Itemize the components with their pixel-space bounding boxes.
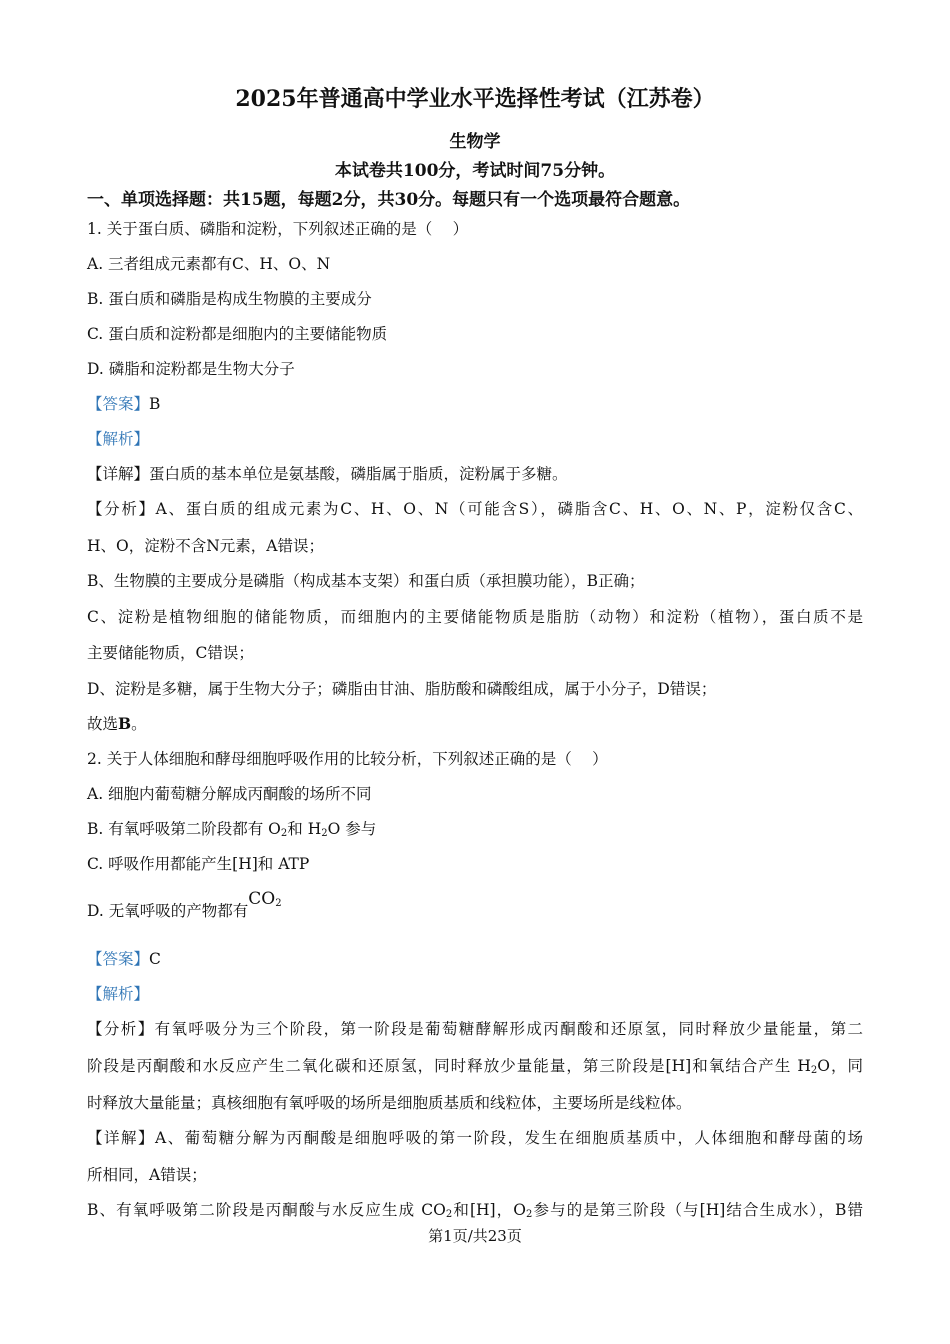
q2-analysis-line	[87, 1055, 863, 1082]
text: 和[H]，O	[452, 1201, 527, 1219]
analysis-label: 【分析】	[87, 500, 156, 518]
q1-analysis-line	[87, 498, 863, 520]
q2-option-b	[87, 818, 376, 845]
text: 参与的是第三阶段（与[H]结合生成水），B错	[532, 1201, 863, 1219]
q1-analysis-line: H、O，淀粉不含N元素，A错误；	[87, 537, 324, 555]
conclusion-text: 故选	[87, 715, 119, 733]
subscript: 2	[280, 828, 288, 839]
q2-detail-line	[87, 1199, 863, 1226]
text: 阶段是丙酮酸和水反应产生二氧化碳和还原氢，同时释放少量能量，第三阶段是[H]和氧结合产生 H	[87, 1057, 811, 1075]
detail-text: 蛋白质的基本单位是氨基酸，磷脂属于脂质，淀粉属于多糖。	[149, 465, 568, 483]
co2-formula	[248, 889, 281, 909]
q1-analysis-line: C、淀粉是植物细胞的储能物质，而细胞内的主要储能物质是脂肪（动物）和淀粉（植物），蛋白质不是	[87, 608, 863, 626]
q1-detail	[87, 463, 568, 485]
q2-explain-label: 【解析】	[87, 985, 150, 1003]
q1-analysis-line: 主要储能物质，C错误；	[87, 644, 254, 662]
text: B、有氧呼吸第二阶段是丙酮酸与水反应生成 CO	[87, 1201, 446, 1219]
analysis-text: 有氧呼吸分为三个阶段，第一阶段是葡萄糖酵解形成丙酮酸和还原氢，同时释放少量能量，第二	[154, 1020, 863, 1038]
subscript: 2	[275, 898, 282, 909]
q1-option-d: D. 磷脂和淀粉都是生物大分子	[87, 360, 295, 378]
q1-stem: 1. 关于蛋白质、磷脂和淀粉，下列叙述正确的是（ ）	[87, 220, 469, 238]
analysis-label: 【分析】	[87, 1020, 155, 1038]
q2-analysis-line: 时释放大量能量；真核细胞有氧呼吸的场所是细胞质基质和线粒体，主要场所是线粒体。	[87, 1094, 692, 1112]
q1-explain-label: 【解析】	[87, 430, 150, 448]
text: D. 无氧呼吸的产物都有	[87, 902, 249, 920]
q2-stem: 2. 关于人体细胞和酵母细胞呼吸作用的比较分析，下列叙述正确的是（ ）	[87, 750, 608, 768]
answer-value: B	[149, 395, 161, 413]
subscript: 2	[445, 1209, 453, 1220]
q1-option-a: A. 三者组成元素都有C、H、O、N	[87, 255, 331, 273]
answer-label: 【答案】	[87, 395, 150, 413]
text: O，同	[817, 1057, 863, 1075]
analysis-text: A、蛋白质的组成元素为C、H、O、N（可能含S），磷脂含C、H、O、N、P，淀粉仅含C、	[155, 500, 863, 518]
exam-info: 本试卷共100分，考试时间75分钟。	[334, 161, 616, 181]
detail-text: A、葡萄糖分解为丙酮酸是细胞呼吸的第一阶段，发生在细胞质基质中，人体细胞和酵母菌的场	[154, 1129, 863, 1147]
q2-option-a: A. 细胞内葡萄糖分解成丙酮酸的场所不同	[87, 785, 372, 803]
text: 和 H	[287, 820, 322, 838]
q1-option-b: B. 蛋白质和磷脂是构成生物膜的主要成分	[87, 290, 372, 308]
q1-conclusion	[87, 713, 147, 735]
page-footer: 第1页/共23页	[428, 1227, 522, 1245]
conclusion-answer: B	[118, 714, 132, 733]
text: O 参与	[327, 820, 377, 838]
detail-label: 【详解】	[87, 1129, 155, 1147]
subject-title: 生物学	[449, 132, 501, 152]
q2-option-d	[87, 889, 282, 927]
q1-option-c: C. 蛋白质和淀粉都是细胞内的主要储能物质	[87, 325, 388, 343]
q2-analysis-line	[87, 1018, 863, 1040]
q1-analysis-line: B、生物膜的主要成分是磷脂（构成基本支架）和蛋白质（承担膜功能），B正确；	[87, 572, 645, 590]
q1-analysis-line: D、淀粉是多糖，属于生物大分子；磷脂由甘油、脂肪酸和磷酸组成，属于小分子，D错误；	[87, 680, 717, 698]
subscript: 2	[810, 1065, 818, 1076]
answer-value: C	[149, 950, 161, 968]
answer-label: 【答案】	[87, 950, 150, 968]
section-heading: 一、单项选择题：共15题，每题2分，共30分。每题只有一个选项最符合题意。	[87, 190, 691, 210]
q1-answer	[87, 393, 160, 415]
q2-option-c: C. 呼吸作用都能产生[H]和 ATP	[87, 855, 310, 873]
subscript: 2	[321, 828, 328, 839]
subscript: 2	[526, 1209, 533, 1220]
text: B. 有氧呼吸第二阶段都有 O	[87, 820, 281, 838]
q2-answer	[87, 948, 161, 970]
detail-label: 【详解】	[87, 465, 150, 483]
exam-title: 2025年普通高中学业水平选择性考试（江苏卷）	[235, 86, 715, 112]
q2-detail-line: 所相同，A错误；	[87, 1166, 207, 1184]
q2-detail-line	[87, 1127, 863, 1149]
conclusion-punct: 。	[131, 715, 147, 733]
formula: CO	[248, 889, 276, 909]
